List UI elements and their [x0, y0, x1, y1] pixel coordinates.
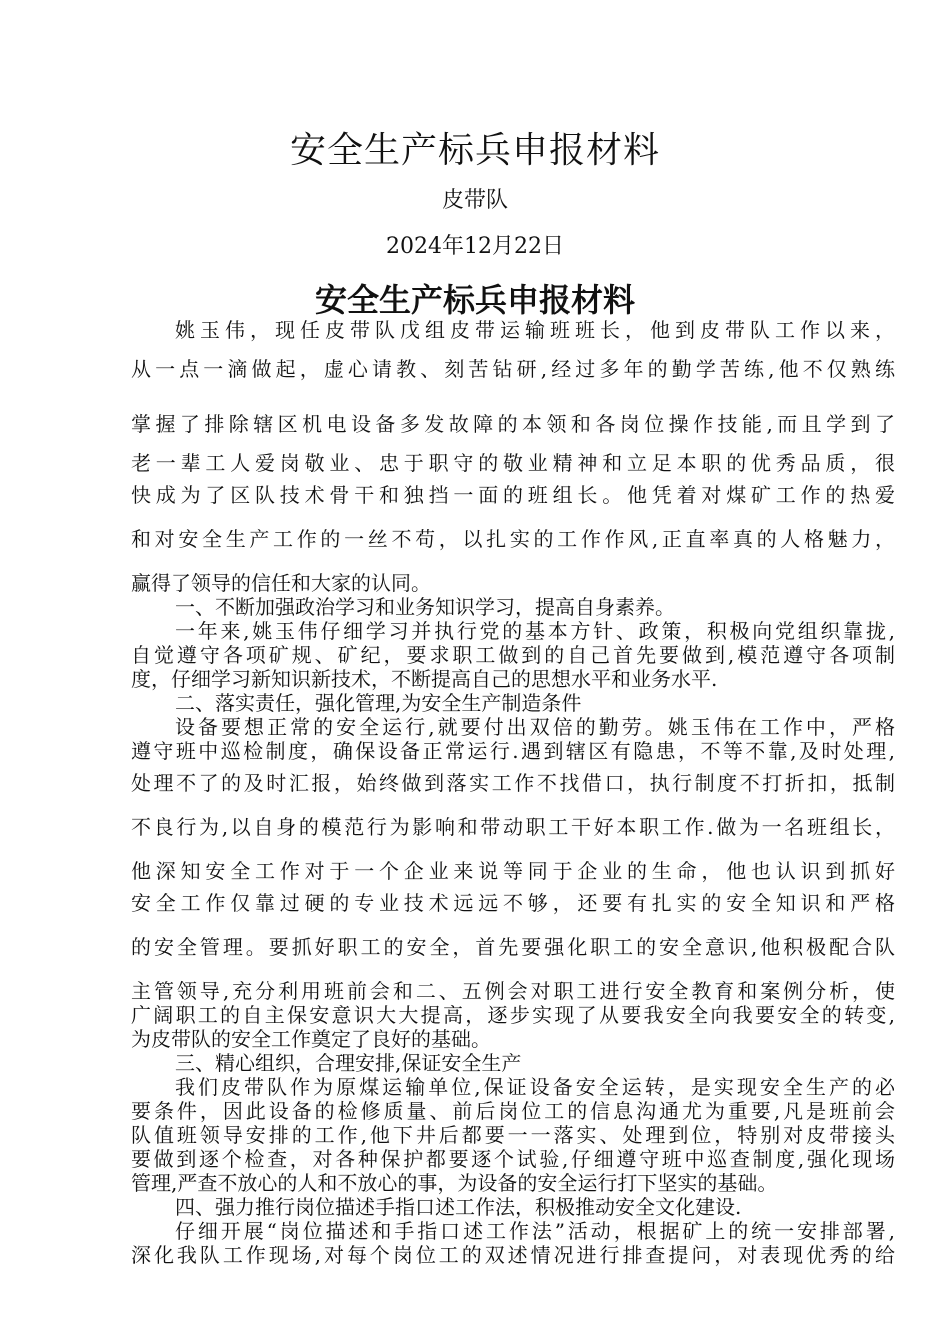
section-heading: 三、精心组织，合理安排,保证安全生产 [175, 1051, 522, 1075]
text-line: 他深知安全工作对于一个企业来说等同于企业的生命，他也认识到抓好 [131, 859, 895, 883]
text-line: 从一点一滴做起，虚心请教、刻苦钻研,经过多年的勤学苦练,他不仅熟练 [131, 357, 895, 381]
text-line: 赢得了领导的信任和大家的认同。 [131, 571, 431, 595]
text-line: 不良行为,以自身的模范行为影响和带动职工干好本职工作.做为一名班组长， [131, 815, 895, 839]
text-line: 安全工作仅靠过硬的专业技术远远不够，还要有扎实的安全知识和严格 [131, 891, 895, 915]
text-line: 姚玉伟，现任皮带队戊组皮带运输班班长，他到皮带队工作以来， [175, 318, 895, 342]
department-name: 皮带队 [441, 188, 508, 213]
text-line: 的安全管理。要抓好职工的安全，首先要强化职工的安全意识,他积极配合队 [131, 935, 895, 959]
text-line: 仔细开展“岗位描述和手指口述工作法”活动，根据矿上的统一安排部署, [175, 1219, 895, 1243]
text-line: 广阔职工的自主保安意识大大提高，逐步实现了从要我安全向我要安全的转变, [131, 1003, 895, 1027]
text-line: 遵守班中巡检制度，确保设备正常运行.遇到辖区有隐患，不等不靠,及时处理, [131, 739, 895, 763]
section-heading: 二、落实责任，强化管理,为安全生产制造条件 [175, 691, 582, 715]
text-line: 老一辈工人爱岗敬业、忠于职守的敬业精神和立足本职的优秀品质，很 [131, 451, 895, 475]
section-title: 安全生产标兵申报材料 [314, 281, 635, 319]
text-line: 设备要想正常的安全运行,就要付出双倍的勤劳。姚玉伟在工作中，严格 [175, 715, 895, 739]
text-line: 队值班领导安排的工作,他下井后都要一一落实、处理到位，特别对皮带接头 [131, 1123, 895, 1147]
text-line: 处理不了的及时汇报，始终做到落实工作不找借口，执行制度不打折扣，抵制 [131, 771, 895, 795]
document-title: 安全生产标兵申报材料 [289, 130, 660, 171]
text-line: 管理,严查不放心的人和不放心的事，为设备的安全运行打下坚实的基础。 [131, 1171, 778, 1195]
text-line: 掌握了排除辖区机电设备多发故障的本领和各岗位操作技能,而且学到了 [131, 412, 895, 436]
text-line: 要条件，因此设备的检修质量、前后岗位工的信息沟通尤为重要,凡是班前会 [131, 1099, 895, 1123]
text-line: 快成为了区队技术骨干和独挡一面的班组长。他凭着对煤矿工作的热爱 [131, 483, 895, 507]
text-line: 和对安全生产工作的一丝不苟，以扎实的工作作风,正直率真的人格魅力， [131, 527, 895, 551]
text-line: 度，仔细学习新知识新技术，不断提高自己的思想水平和业务水平. [131, 667, 718, 691]
document-date: 2024年12月22日 [386, 234, 564, 259]
text-line: 为皮带队的安全工作奠定了良好的基础。 [131, 1027, 491, 1051]
text-line: 深化我队工作现场,对每个岗位工的双述情况进行排查提问，对表现优秀的给 [131, 1243, 895, 1267]
text-line: 要做到逐个检查，对各种保护都要逐个试验,仔细遵守班中巡查制度,强化现场 [131, 1147, 895, 1171]
text-line: 自觉遵守各项矿规、矿纪，要求职工做到的自己首先要做到,模范遵守各项制 [131, 643, 895, 667]
section-heading: 四、强力推行岗位描述手指口述工作法，积极推动安全文化建设. [175, 1195, 742, 1219]
text-line: 我们皮带队作为原煤运输单位,保证设备安全运转，是实现安全生产的必 [175, 1075, 895, 1099]
text-line: 主管领导,充分利用班前会和二、五例会对职工进行安全教育和案例分析，使 [131, 979, 895, 1003]
section-heading: 一、不断加强政治学习和业务知识学习，提高自身素养。 [175, 595, 675, 619]
body-text [131, 318, 895, 1267]
text-line: 一年来,姚玉伟仔细学习并执行党的基本方针、政策，积极向党组织靠拢, [175, 619, 895, 643]
